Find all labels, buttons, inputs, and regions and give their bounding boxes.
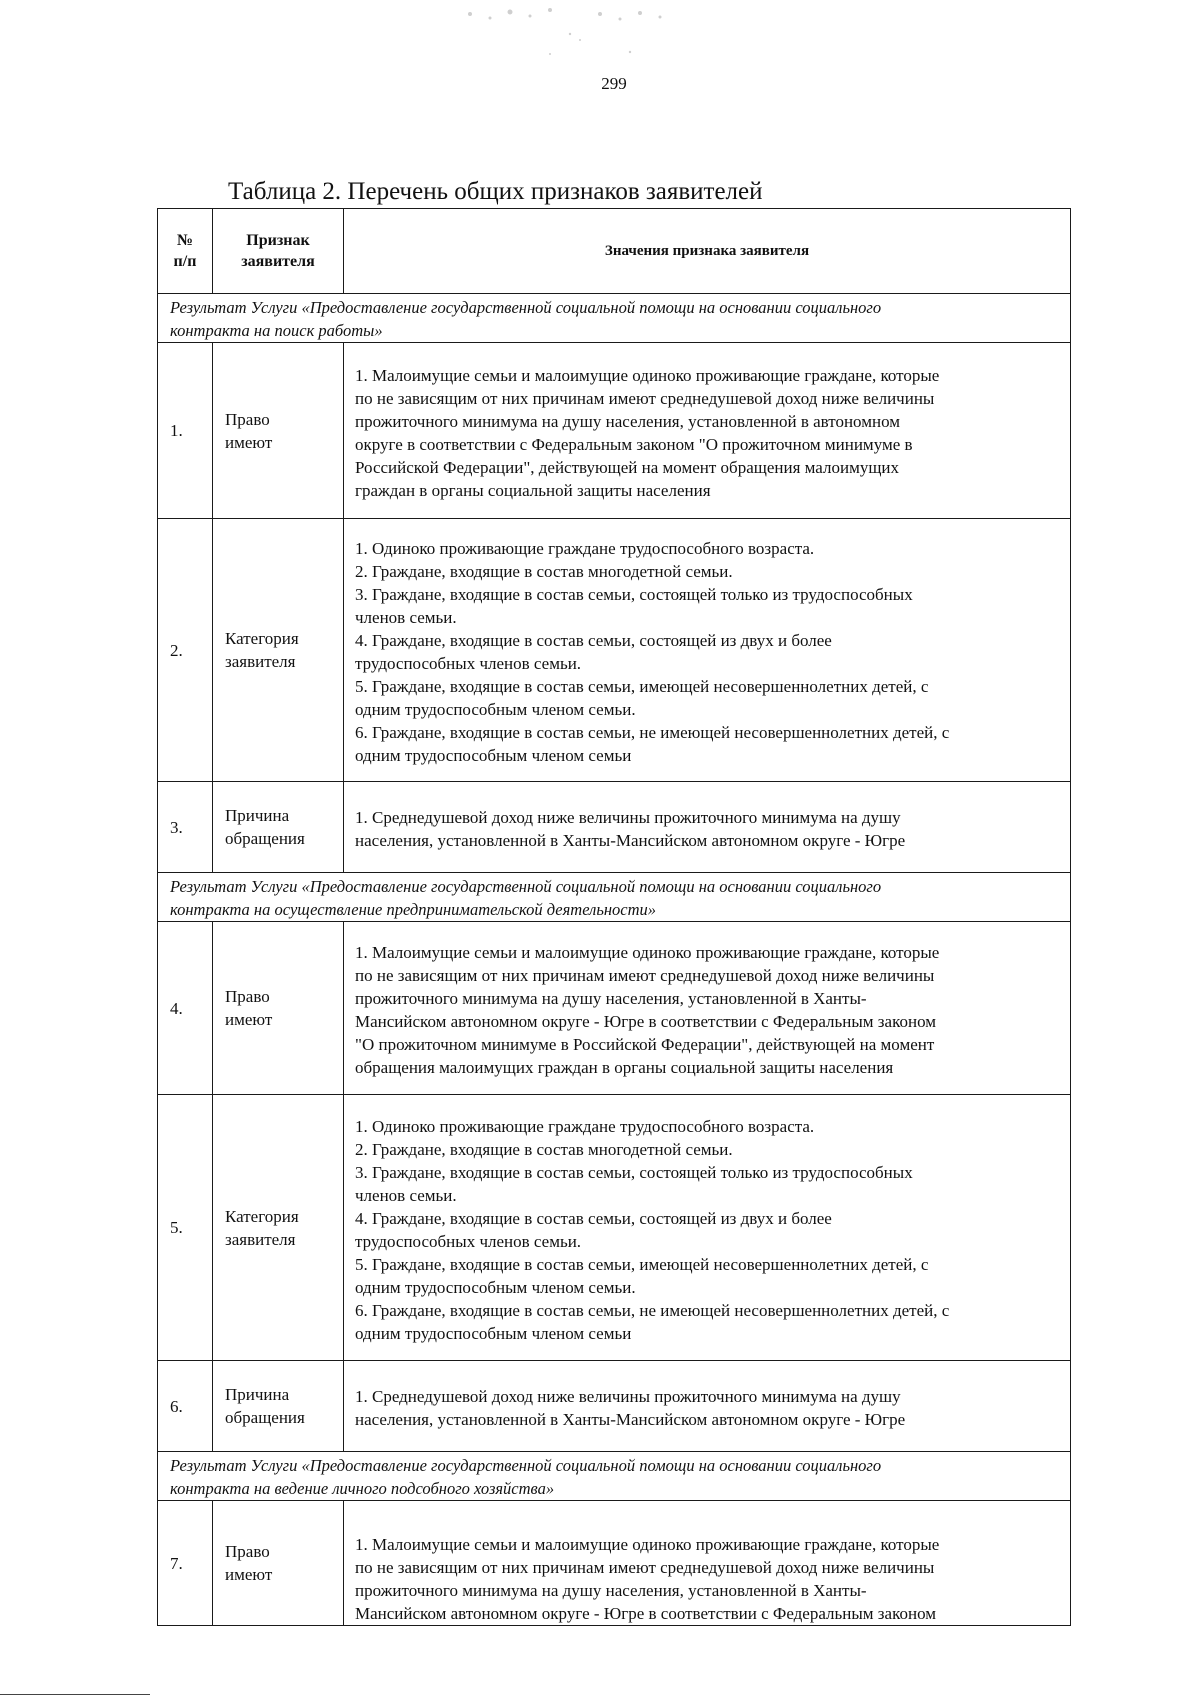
row-values: [344, 1095, 1071, 1361]
row-values: [344, 1501, 1071, 1626]
row-attribute-line: Право: [225, 409, 270, 429]
row-value-line: одним трудоспособным членом семьи: [355, 1323, 632, 1343]
row-attribute: [213, 1095, 344, 1361]
row-value-line: Мансийском автономном округе - Югре в соответствии с Федеральным законом: [355, 1604, 936, 1623]
section-header-row: [158, 1452, 1071, 1501]
row-number: 1.: [158, 343, 213, 519]
row-number: 4.: [158, 922, 213, 1095]
table-row: [158, 1095, 1071, 1361]
header-attribute-line: заявителя: [241, 253, 315, 270]
row-value-line: по не зависящим от них причинам имеют среднедушевой доход ниже величины: [355, 388, 935, 408]
row-value-line: трудоспособных членов семьи.: [355, 1231, 582, 1251]
row-value-line: членов семьи.: [355, 608, 457, 627]
row-number: 3.: [158, 782, 213, 873]
row-value-line: обращения малоимущих граждан в органы социальной защиты населения: [355, 1058, 894, 1077]
row-attribute: [213, 519, 344, 782]
section-header-row: [158, 294, 1071, 343]
table-row: [158, 782, 1071, 873]
row-value-line: 3. Граждане, входящие в состав семьи, состоящей только из трудоспособных: [355, 585, 913, 604]
header-num: [158, 209, 213, 294]
row-value-line: 1. Малоимущие семьи и малоимущие одиноко проживающие граждане, которые: [355, 365, 940, 385]
row-values: [344, 922, 1071, 1095]
table-row: [158, 519, 1071, 782]
row-attribute-line: Причина: [225, 806, 290, 825]
row-value-line: 1. Среднедушевой доход ниже величины прожиточного минимума на душу: [355, 1387, 901, 1406]
row-value-line: 5. Граждане, входящие в состав семьи, имеющей несовершеннолетних детей, с: [355, 1254, 929, 1274]
section-title: [158, 294, 1071, 343]
row-attribute-line: имеют: [225, 1565, 273, 1584]
row-values: [344, 782, 1071, 873]
header-num-line: №: [176, 232, 194, 249]
row-value-line: 1. Малоимущие семьи и малоимущие одиноко проживающие граждане, которые: [355, 943, 940, 962]
section-title-line: Результат Услуги «Предоставление государственной социальной помощи на основании социального: [170, 298, 882, 317]
row-value-line: трудоспособных членов семьи.: [355, 654, 582, 673]
row-number: 2.: [158, 519, 213, 782]
header-attribute-line: Признак: [246, 232, 310, 249]
row-value-line: членов семьи.: [355, 1185, 457, 1205]
row-value-line: округе в соответствии с Федеральным законом "О прожиточном минимуме в: [355, 434, 913, 454]
row-attribute-line: имеют: [225, 432, 273, 452]
row-attribute: [213, 343, 344, 519]
section-title-line: Результат Услуги «Предоставление государственной социальной помощи на основании социального: [170, 877, 882, 896]
row-value-line: прожиточного минимума на душу населения, установленной в автономном: [355, 411, 901, 431]
header-attribute: [213, 209, 344, 294]
table-row: [158, 343, 1071, 519]
row-value-line: Российской Федерации", действующей на момент обращения малоимущих: [355, 457, 900, 477]
row-value-line: одним трудоспособным членом семьи: [355, 746, 632, 765]
section-title-line: контракта на осуществление предпринимательской деятельности»: [170, 900, 657, 919]
row-attribute-line: Право: [225, 1542, 270, 1561]
scan-artifact: [430, 4, 730, 64]
row-value-line: прожиточного минимума на душу населения, установленной в Ханты-: [355, 989, 867, 1008]
row-value-line: 1. Одиноко проживающие граждане трудоспособного возраста.: [355, 539, 815, 558]
section-title-line: контракта на ведение личного подсобного хозяйства»: [170, 1479, 555, 1498]
table-row: [158, 1501, 1071, 1626]
row-attribute-line: обращения: [225, 829, 305, 848]
row-attribute-line: имеют: [225, 1010, 273, 1029]
table-row: [158, 1361, 1071, 1452]
row-number: 6.: [158, 1361, 213, 1452]
row-value-line: прожиточного минимума на душу населения, установленной в Ханты-: [355, 1581, 867, 1600]
row-value-line: 2. Граждане, входящие в состав многодетной семьи.: [355, 562, 733, 581]
row-values: [344, 1361, 1071, 1452]
section-title: [158, 1452, 1071, 1501]
section-title-line: Результат Услуги «Предоставление государственной социальной помощи на основании социального: [170, 1456, 882, 1475]
row-value-line: Мансийском автономном округе - Югре в соответствии с Федеральным законом: [355, 1012, 936, 1031]
row-attribute-line: заявителя: [225, 652, 296, 671]
row-attribute-line: Право: [225, 987, 270, 1006]
row-attribute-line: Категория: [225, 1206, 299, 1226]
section-header-row: [158, 873, 1071, 922]
row-value-line: 2. Граждане, входящие в состав многодетной семьи.: [355, 1139, 733, 1159]
row-value-line: граждан в органы социальной защиты населения: [355, 480, 711, 500]
applicant-attributes-table: [157, 208, 1071, 1626]
row-value-line: одним трудоспособным членом семьи.: [355, 700, 636, 719]
row-value-line: населения, установленной в Ханты-Мансийском автономном округе - Югре: [355, 1410, 906, 1429]
table-row: [158, 922, 1071, 1095]
row-number: 7.: [158, 1501, 213, 1626]
row-attribute: [213, 1361, 344, 1452]
row-attribute: [213, 782, 344, 873]
row-value-line: 3. Граждане, входящие в состав семьи, состоящей только из трудоспособных: [355, 1162, 913, 1182]
header-values: Значения признака заявителя: [344, 209, 1071, 294]
row-value-line: по не зависящим от них причинам имеют среднедушевой доход ниже величины: [355, 1558, 935, 1577]
row-value-line: 6. Граждане, входящие в состав семьи, не имеющей несовершеннолетних детей, с: [355, 1300, 950, 1320]
table-title: Таблица 2. Перечень общих признаков заявителей: [228, 178, 763, 205]
row-value-line: 5. Граждане, входящие в состав семьи, имеющей несовершеннолетних детей, с: [355, 677, 929, 696]
row-value-line: 1. Одиноко проживающие граждане трудоспособного возраста.: [355, 1116, 815, 1136]
footer-rule: [0, 1694, 150, 1695]
row-values: [344, 519, 1071, 782]
row-value-line: населения, установленной в Ханты-Мансийском автономном округе - Югре: [355, 831, 906, 850]
row-values: [344, 343, 1071, 519]
section-title: [158, 873, 1071, 922]
header-num-line: п/п: [173, 253, 197, 270]
table-header-row: [158, 209, 1071, 294]
row-attribute-line: обращения: [225, 1408, 305, 1427]
row-attribute: [213, 922, 344, 1095]
row-value-line: 1. Малоимущие семьи и малоимущие одиноко проживающие граждане, которые: [355, 1535, 940, 1554]
row-value-line: 6. Граждане, входящие в состав семьи, не имеющей несовершеннолетних детей, с: [355, 723, 950, 742]
row-value-line: одним трудоспособным членом семьи.: [355, 1277, 636, 1297]
row-value-line: 4. Граждане, входящие в состав семьи, состоящей из двух и более: [355, 1208, 832, 1228]
row-attribute-line: Причина: [225, 1385, 290, 1404]
row-value-line: 1. Среднедушевой доход ниже величины прожиточного минимума на душу: [355, 808, 901, 827]
row-value-line: по не зависящим от них причинам имеют среднедушевой доход ниже величины: [355, 966, 935, 985]
row-value-line: "О прожиточном минимуме в Российской Федерации", действующей на момент: [355, 1035, 935, 1054]
row-attribute-line: заявителя: [225, 1229, 296, 1249]
row-value-line: 4. Граждане, входящие в состав семьи, состоящей из двух и более: [355, 631, 832, 650]
section-title-line: контракта на поиск работы»: [170, 321, 383, 340]
row-attribute-line: Категория: [225, 629, 299, 648]
row-number: 5.: [158, 1095, 213, 1361]
row-attribute: [213, 1501, 344, 1626]
page-number: 299: [601, 74, 627, 93]
